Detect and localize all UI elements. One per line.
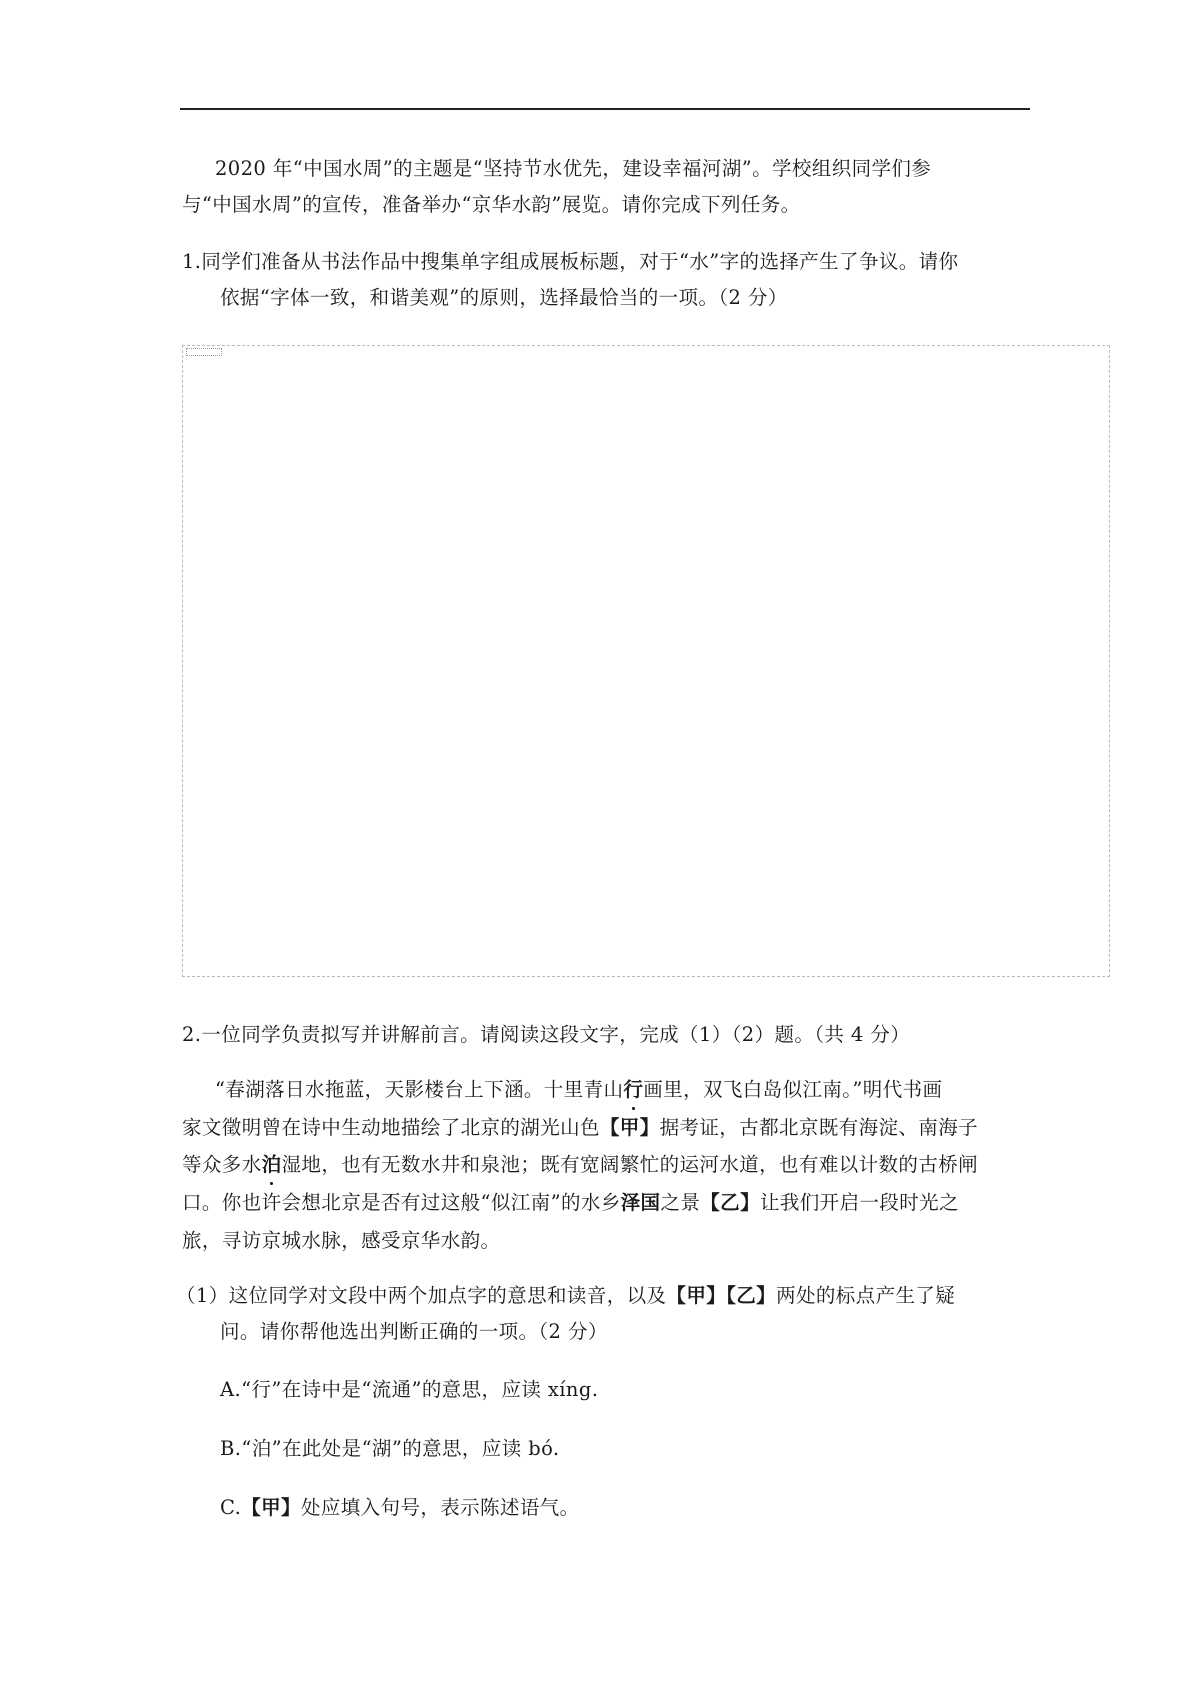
option-a: A.“行”在诗中是“流通”的意思，应读 xíng. (220, 1378, 599, 1401)
calligraphy-image-placeholder (182, 345, 1110, 977)
marker-jia: 【甲】 (666, 1284, 727, 1307)
passage-text: 之景 (660, 1191, 701, 1214)
option-b: B.“泊”在此处是“湖”的意思，应读 bó. (220, 1437, 560, 1460)
passage-text: 等众多水 (182, 1153, 262, 1176)
passage-line-4 (182, 1185, 1032, 1221)
question-2-header: 2.一位同学负责拟写并讲解前言。请阅读这段文字，完成（1）（2）题。（共 4 分） (182, 1023, 911, 1046)
question-1-line-2: 依据“字体一致，和谐美观”的原则，选择最恰当的一项。（2 分） (220, 286, 788, 309)
option-letter: C. (220, 1496, 242, 1519)
passage-text: 画里，双飞白岛似江南。”明代书画 (643, 1078, 943, 1101)
sub-question-1-line-2: 问。请你帮他选出判断正确的一项。（2 分） (220, 1320, 608, 1343)
passage-text: “春湖落日水拖蓝，天影楼台上下涵。十里青山 (215, 1078, 624, 1101)
passage-line-3 (182, 1147, 1032, 1183)
header-rule (180, 108, 1030, 110)
passage-text: 让我们开启一段时光之 (759, 1191, 959, 1214)
marker-yi: 【乙】 (700, 1191, 760, 1214)
marker-jia: 【甲】 (599, 1116, 660, 1139)
sub-question-1-line-1 (176, 1278, 1026, 1314)
passage-line-1 (215, 1072, 1065, 1108)
passage-text: 口。你也许会想北京是否有过这般“似江南”的水乡 (182, 1191, 621, 1214)
question-1-line-1: 1.同学们准备从书法作品中搜集单字组成展板标题，对于“水”字的选择产生了争议。请你 (182, 250, 959, 273)
intro-line-1: 2020 年“中国水周”的主题是“坚持节水优先，建设幸福河湖”。学校组织同学们参 (215, 157, 932, 180)
sub-question-text: 两处的标点产生了疑 (776, 1284, 956, 1307)
passage-line-5: 旅，寻访京城水脉，感受京华水韵。 (182, 1229, 501, 1252)
passage-line-2 (182, 1110, 1032, 1146)
option-text: 处应填入句号，表示陈述语气。 (300, 1496, 580, 1519)
marker-jia: 【甲】 (241, 1496, 301, 1519)
passage-text: 家文徵明曾在诗中生动地描绘了北京的湖光山色 (182, 1116, 600, 1139)
passage-text: 湿地，也有无数水井和泉池；既有宽阔繁忙的运河水道，也有难以计数的古桥闸 (281, 1153, 979, 1176)
dotted-char-bo: 泊 (262, 1147, 282, 1183)
option-c (220, 1490, 1070, 1526)
passage-text: 据考证，古都北京既有海淀、南海子 (659, 1116, 979, 1139)
sub-question-text: （1）这位同学对文段中两个加点字的意思和读音，以及 (176, 1284, 667, 1307)
marker-yi: 【乙】 (726, 1284, 777, 1307)
bold-word-zeguo: 泽国 (620, 1191, 661, 1214)
dotted-char-xing: 行 (623, 1072, 643, 1108)
intro-line-2: 与“中国水周”的宣传，准备举办“京华水韵”展览。请你完成下列任务。 (182, 193, 801, 216)
image-caption-mark (186, 348, 222, 356)
